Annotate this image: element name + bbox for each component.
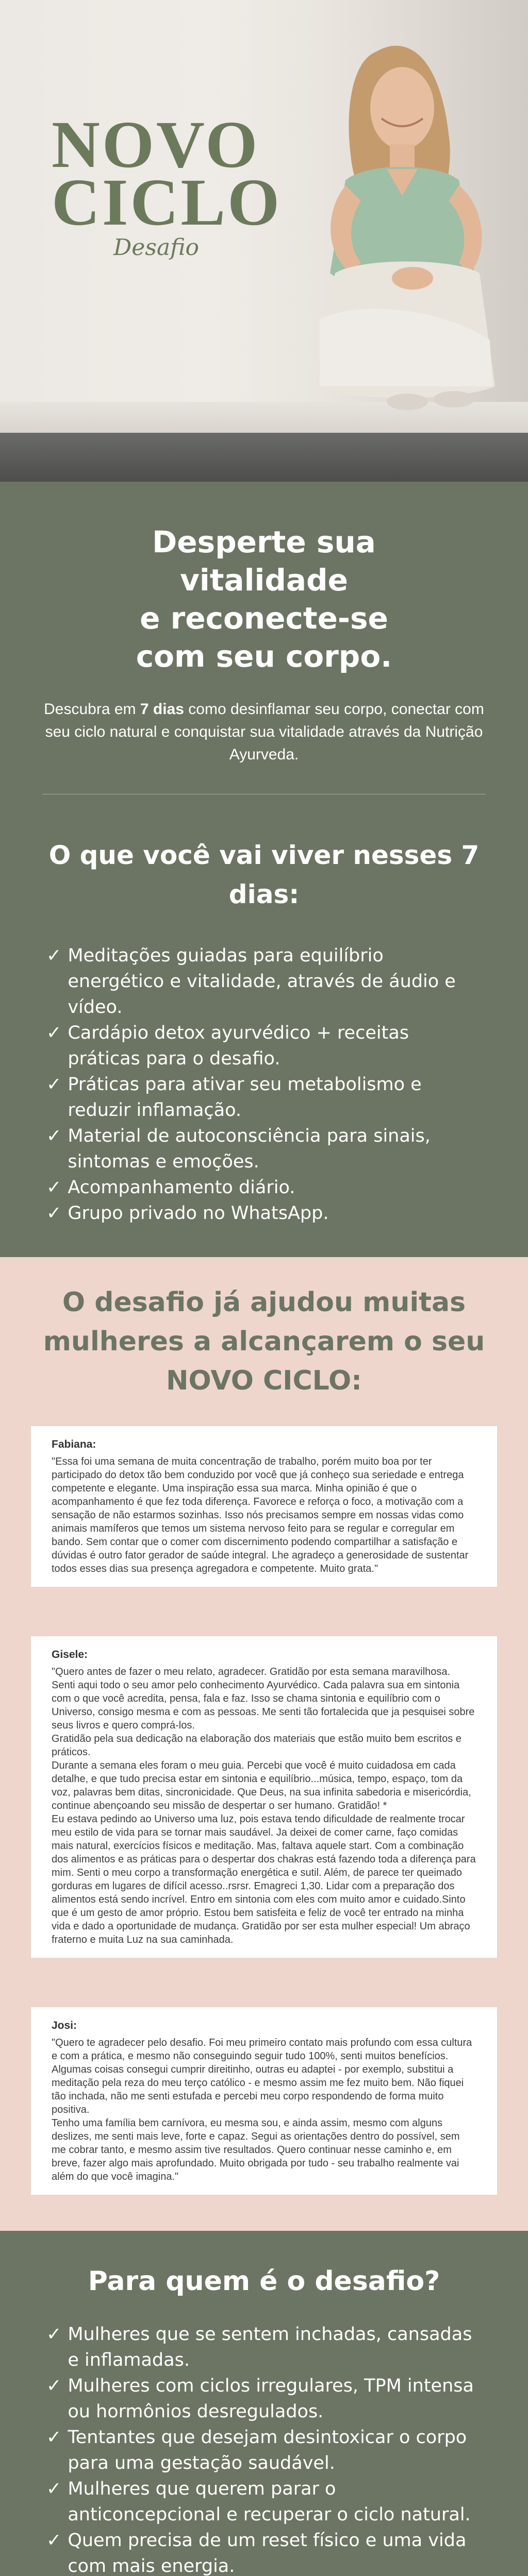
benefit-item [46,1123,482,1175]
benefits-section [0,815,528,1257]
check-icon: ✓ [46,2324,62,2345]
audience-text: Mulheres com ciclos irregulares, TPM intensa ou hormônios desregulados. [68,2376,474,2422]
benefit-item [46,1072,482,1123]
headline-line-2: vitalidade [180,563,348,598]
logo-script: Desafio [113,234,199,261]
audience-item [46,2321,482,2373]
logo-line-1: NOVO [52,108,260,182]
audience-item [46,2373,482,2425]
audience-text: Mulheres que querem parar o anticoncepcional e recuperar o ciclo natural. [68,2479,471,2525]
audience-text: Mulheres que se sentem inchadas, cansadas e inflamadas. [68,2324,472,2370]
benefit-text: Práticas para ativar seu metabolismo e reduzir inflamação. [68,1074,422,1121]
check-icon: ✓ [46,945,62,966]
testimonial-card [31,1636,497,1958]
audience-text: Tentantes que desejam desintoxicar o corpo para uma gestação saudável. [68,2427,467,2473]
audience-item [46,2528,482,2576]
benefit-item [46,943,482,1020]
woman-photo [289,31,516,443]
testimonial-card [31,2007,497,2195]
benefit-text: Cardápio detox ayurvédico + receitas práticas para o desafio. [68,1023,409,1069]
check-icon: ✓ [46,2427,62,2448]
benefit-item [46,1200,482,1226]
novo-ciclo-logo [52,108,282,261]
logo-line-2: CICLO [52,165,282,240]
benefit-item [46,1175,482,1200]
headline-line-1: Desperte sua [152,524,376,560]
benefit-text: Material de autoconsciência para sinais, sintomas e emoções. [68,1126,431,1172]
check-icon: ✓ [46,1074,62,1095]
intro-headline [41,523,487,675]
testimonial-name: Fabiana: [52,1438,96,1450]
check-icon: ✓ [46,1203,62,1224]
testimonials-section [0,1257,528,2231]
intro-section [0,482,528,815]
audience-text: Quem precisa de um reset físico e uma vida com mais energia. [68,2530,467,2576]
benefits-title: O que você vai viver nesses 7 dias: [48,840,480,909]
testimonial-text: "Quero te agradecer pelo desafio. Foi meu primeiro contato mais profundo com essa cultura e com a prática, e mesmo não conseguindo seguir tudo 100%, senti muitos benefícios. Algumas coisas consegui cumprir direitinho, outras eu adaptei - por exemplo, substitui a meditação pela reza do meu terço católico - e mesmo assim me fez muito bem. Não fiquei tão inchada, não me senti estufada e percebi meu corpo respondendo de forma muito positiva. Tenho uma família bem carnívora, eu mesma sou, e ainda assim, mesmo com alguns deslizes, me senti mais leve, forte e capaz. Segui as orientações dentro do possível, sem me cobrar tanto, e mesmo assim tive resultados. Quero continuar nesse caminho e, em breve, fazer algo mais aprofundado. Muito obrigada por tudo - seu trabalho realmente vai além do que você imagina." [52,2037,472,2182]
intro-text-before: Descubra em [44,701,140,718]
testimonial-text: "Quero antes de fazer o meu relato, agradecer. Gratidão por esta semana maravilhosa. Senti aqui todo o seu amor pelo conhecimento Ayurvédico. Cada palavra sua em sintonia com o que você acredita, pensa, fala e faz. Isso se chama sintonia e equilíbrio com o Universo, consigo mesma e com as pessoas. Me senti tão fortalecida que ja pesquisei sobre seus livros e quero comprá-los. Gratidão pela sua dedicação na elaboração dos materiais que estão muito bem escritos e práticos. Durante a semana eles foram o meu guia. Percebi que você é muito cuidadosa em cada detalhe, e que tudo precisa estar em sintonia e equilíbrio...música, tempo, espaço, tom da voz, palavras bem ditas, sincronicidade. Que Deus, na sua infinita sabedoria e misericórdia, continue abençoando seu missão de despertar o ser humano. Gratidão! * Eu estava pedindo ao Universo uma luz, pois estava tendo dificuldade de realmente trocar meu estilo de vida para se tornar mais saudável. Ja deixei de comer carne, faço comidas mais natural, exercícios físicos e meditação. Mas, faltava aquele start. Com a combinação dos alimentos e as práticas para o despertar dos chakras está fazendo toda a diferença para mim. Senti o meu corpo a transformação energética e sutil. Além, de parece ter queimado gorduras em lugares de difícil acesso..rsrsr. Emagreci 1,30. Lidar com a preparação dos alimentos está sendo incrível. Entro em sintonia com eles com muito amor e cuidado.Sinto que é um gesto de amor próprio. Estou bem satisfeita e feliz de você ter entrado na minha vida e dado a oportunidade de mudança. Gratidão por ser esta mulher especial! Um abraço fraterno e muita Luz na sua caminhada. [52,1666,476,1945]
intro-text-bold: 7 dias [140,701,184,718]
audience-item [46,2476,482,2528]
testimonials-title: O desafio já ajudou muitas mulheres a alcançarem o seu NOVO CICLO: [43,1287,485,1396]
intro-text-after: como desinflamar seu corpo, conectar com seu ciclo natural e conquistar sua vitalidade através da Nutrição Ayurveda. [45,701,484,763]
hero-banner [0,0,528,482]
testimonial-text: "Essa foi uma semana de muita concentração de trabalho, porém muito boa por ter participado do detox tão bem conduzido por você que já conheço sua seriedade e entrega competente e elegante. Uma inspiração essa sua marca. Minha opinião é que o acompanhamento é que fez toda diferença. Favorece e reforça o foco, a motivação com a sensação de não estarmos sozinhas. Isso nós precisamos sempre em nossas vidas como animais mamíferos que temos um sistema nervoso feito para se regular e corregular em bando. Sem contar que o comer com discernimento podendo compartilhar a satisfação e dúvidas é outro fator gerador de saúde integral. Lhe agradeço a generosidade de sustentar todos esses dias sua presença agregadora e competente. Muito grata." [52,1456,469,1574]
check-icon: ✓ [46,2479,62,2499]
testimonial-name: Gisele: [52,1649,88,1660]
check-icon: ✓ [46,1177,62,1198]
audience-item [46,2425,482,2476]
check-icon: ✓ [46,2530,62,2551]
check-icon: ✓ [46,1023,62,1043]
headline-line-3: e reconecte-se [140,601,388,636]
headline-line-4: com seu corpo. [136,639,392,674]
testimonial-name: Josi: [52,2020,77,2031]
benefit-item [46,1020,482,1072]
benefits-list [46,943,482,1226]
check-icon: ✓ [46,1126,62,1146]
benefit-text: Meditações guiadas para equilíbrio energético e vitalidade, através de áudio e vídeo. [68,945,456,1018]
audience-section [0,2231,528,2576]
audience-list [46,2321,482,2576]
intro-description [41,698,487,766]
audience-title: Para quem é o desafio? [88,2266,440,2297]
benefit-text: Acompanhamento diário. [68,1177,295,1198]
testimonial-card [31,1426,497,1587]
check-icon: ✓ [46,2376,62,2396]
benefit-text: Grupo privado no WhatsApp. [68,1203,329,1224]
